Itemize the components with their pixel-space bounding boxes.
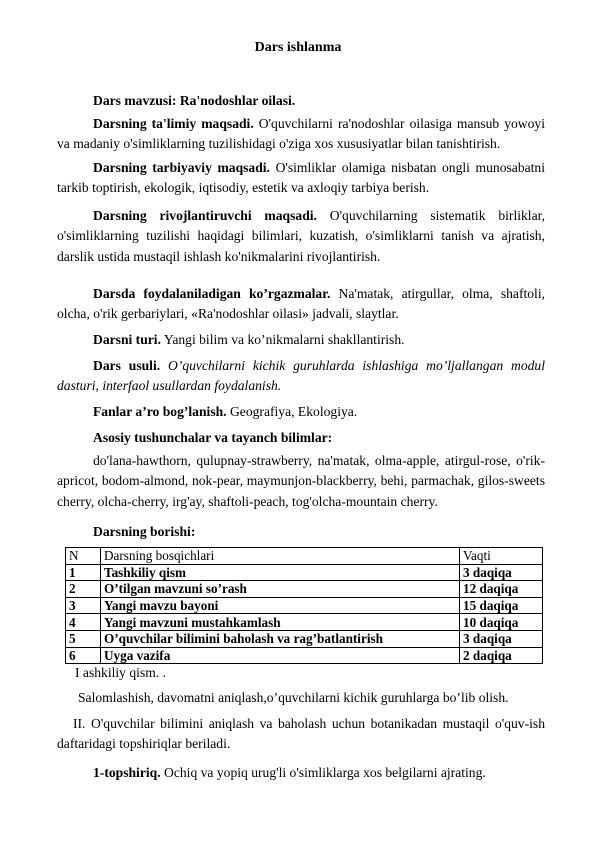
task-one-label: 1-topshiriq. [93,765,161,780]
lesson-type-text: Yangi bilim va ko’nikmalarni shakllantirish. [163,332,405,347]
header-time: Vaqti [460,548,543,565]
row-stage: Yangi mavzuni mustahkamlash [101,614,460,631]
educational-goal [57,114,545,155]
lesson-stages-table [65,547,543,664]
row-time: 3 daqiqa [460,564,543,581]
row-time: 2 daqiqa [460,647,543,664]
row-number: 4 [66,614,101,631]
educational-goal-text: O'quvchilarni ra'nodoshlar oilasiga mansub yowoyi va madaniy o'simliklarning tuzilishidagi o'ziga xos xususiyatlar bilan tanishtirish. [57,116,545,152]
row-time: 3 daqiqa [460,630,543,647]
stage-one-text: Salomlashish, davomatni aniqlash,o’quvchilarni kichik guruhlarga bo’lib olish. [78,690,509,705]
topic-value: Ra'nodoshlar oilasi. [179,93,296,108]
row-number: 1 [66,564,101,581]
upbringing-goal-text: O'simliklar olamiga nisbatan ongli munosabatni tarkib toptirish, ekologik, iqtisodiy, estetik va axloqiy tarbiya berish. [57,160,545,196]
upbringing-goal [57,158,545,199]
developmental-goal [57,206,545,267]
row-stage: O’quvchilar bilimini baholash va rag’batlantirish [101,630,460,647]
row-time: 15 daqiqa [460,597,543,614]
row-time: 10 daqiqa [460,614,543,631]
stage-one-heading: I ashkiliy qism. . [75,665,167,680]
row-number: 3 [66,597,101,614]
interdisciplinary-links [57,402,545,422]
topic-label: Dars mavzusi: [93,93,177,108]
lesson-course-heading [57,522,545,542]
educational-goal-label: Darsning ta'limiy maqsadi. [93,116,254,131]
row-number: 2 [66,581,101,598]
stage-two-text: II. O'quvchilar bilimini aniqlash va baholash uchun botanikadan mustaqil o'quv-ish daftaridagi topshiriqlar beriladi. [57,716,545,752]
task-one [57,763,545,783]
interdisciplinary-text: Geografiya, Ekologiya. [229,404,358,419]
task-one-text: Ochiq va yopiq urug'li o'simliklarga xos belgilarni ajrating. [164,765,486,780]
lesson-course-label: Darsning borishi: [93,524,196,539]
lesson-topic [57,91,545,111]
lesson-method-label: Dars usuli. [93,358,161,373]
interdisciplinary-label: Fanlar a’ro bog’lanish. [93,404,227,419]
table-row [66,630,543,647]
lesson-type-label: Darsni turi. [93,332,161,347]
visual-aids-label: Darsda foydalaniladigan ko’rgazmalar. [93,286,331,301]
lesson-method-text: O’quvchilarni kichik guruhlarda ishlashiga mo’ljallangan modul dasturi, interfaol usullardan foydalanish. [57,358,545,394]
row-number: 5 [66,630,101,647]
header-number: N [66,548,101,565]
developmental-goal-label: Darsning rivojlantiruvchi maqsadi. [93,208,317,223]
row-time: 12 daqiqa [460,581,543,598]
row-stage: Tashkiliy qism [101,564,460,581]
table-header-row [66,548,543,565]
table-row [66,597,543,614]
key-concepts-heading [57,428,545,448]
upbringing-goal-label: Darsning tarbiyaviy maqsadi. [93,160,270,175]
developmental-goal-text: O'quvchilarning sistematik birliklar, o'simliklarning tuzilishi haqidagi bilimlari, kuzatish, o'simliklarni tanish va ajratish, darslik ustida mustaqil ishlash ko'nikmalarini rivojlantirish. [57,208,545,264]
row-stage: Yangi mavzu bayoni [101,597,460,614]
lesson-type [57,330,545,350]
row-stage: Uyga vazifa [101,647,460,664]
table-row [66,581,543,598]
page-title: Dars ishlanma [254,40,342,55]
header-stages: Darsning bosqichlari [101,548,460,565]
row-number: 6 [66,647,101,664]
table-row [66,564,543,581]
visual-aids [57,284,545,325]
table-row [66,647,543,664]
key-concepts-text: do'lana-hawthorn, qulupnay-strawberry, na'matak, olma-apple, atirgul-rose, o'rik-apricot, bodom-almond, nok-pear, maymunjon-blackberry, behi, parmachak, gilos-sweets cherry, olcha-cherry, irg'ay, shaftoli-peach, tog'olcha-mountain cherry. [57,453,545,509]
table-row [66,614,543,631]
key-concepts-label: Asosiy tushunchalar va tayanch bilimlar: [93,430,333,445]
visual-aids-text: Na'matak, atirgullar, olma, shaftoli, olcha, o'rik gerbariylari, «Ra'nodoshlar oilasi» jadvali, slaytlar. [57,286,546,322]
lesson-method [57,356,545,397]
row-stage: O’tilgan mavzuni so’rash [101,581,460,598]
